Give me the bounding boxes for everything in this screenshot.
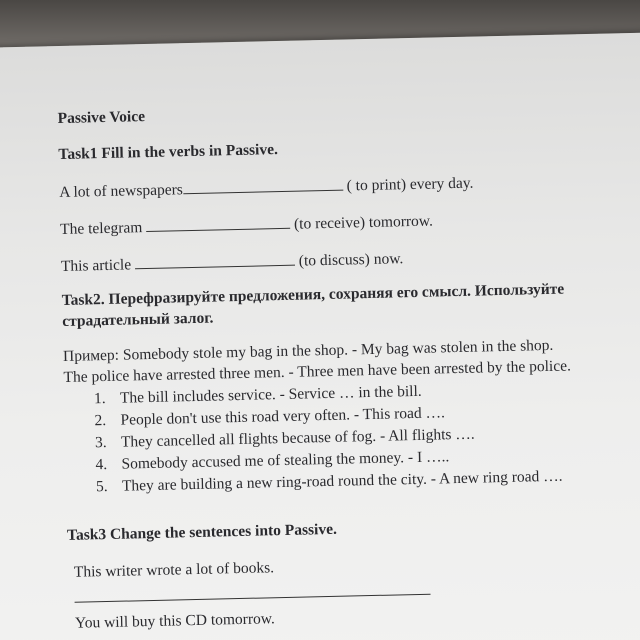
- list-item: [95, 448, 449, 474]
- list-item-number: 5.: [95, 477, 108, 496]
- task1-item-3-before: This article: [60, 256, 132, 275]
- task3-item-1: This writer wrote a lot of books.: [73, 559, 275, 581]
- list-item-number: 3.: [94, 434, 107, 452]
- task1-blank-1[interactable]: [183, 176, 343, 195]
- list-item-number: 1.: [93, 390, 106, 408]
- task1-item-1-after: ( to print) every day.: [346, 174, 474, 195]
- list-item-number: 2.: [94, 412, 107, 430]
- list-item: [94, 404, 445, 430]
- list-item-text: The bill includes service. - Service … in the bill.: [119, 382, 422, 407]
- list-item-number: 4.: [95, 455, 108, 474]
- list-item-text: People don't use this road very often. - This road ….: [120, 404, 446, 429]
- task2-heading-line2: страдательный залог.: [62, 309, 214, 330]
- task2-heading-line1: Task2. Перефразируйте предложения, сохраняя его смысл. Используйте: [61, 280, 565, 309]
- task3-item-2: You will buy this CD tomorrow.: [74, 610, 276, 632]
- list-item: [94, 383, 422, 408]
- task1-item-2-before: The telegram: [59, 219, 143, 238]
- list-item-text: Somebody accused me of stealing the money. - I …..: [121, 448, 450, 473]
- task1-item-2: [60, 211, 433, 239]
- task2-example-line1: Пример: Somebody stole my bag in the shop. - My bag was stolen in the shop.: [62, 336, 554, 365]
- task1-item-2-after: (to receive) tomorrow.: [293, 212, 434, 233]
- answer-line-1[interactable]: [75, 594, 431, 603]
- task2-example-line2: The police have arrested three men. - Three men have been arrested by the police.: [63, 357, 572, 386]
- task1-item-1-before: A lot of newspapers: [59, 181, 184, 202]
- task1-item-1: [59, 173, 474, 202]
- task1-blank-2[interactable]: [146, 214, 290, 232]
- task1-blank-3[interactable]: [135, 251, 295, 270]
- list-item-text: They cancelled all flights because of fog. - All flights ….: [120, 425, 475, 451]
- task1-heading: Task1 Fill in the verbs in Passive.: [58, 141, 279, 164]
- task3-heading: Task3 Change the sentences into Passive.: [66, 520, 338, 544]
- list-item-text: They are building a new ring-road round the city. - A new ring road ….: [121, 467, 563, 495]
- worksheet-paper: [0, 32, 640, 640]
- page-title: Passive Voice: [57, 108, 146, 128]
- task1-item-3: [61, 248, 404, 276]
- worksheet-content: [57, 96, 640, 632]
- task1-item-3-after: (to discuss) now.: [298, 250, 404, 270]
